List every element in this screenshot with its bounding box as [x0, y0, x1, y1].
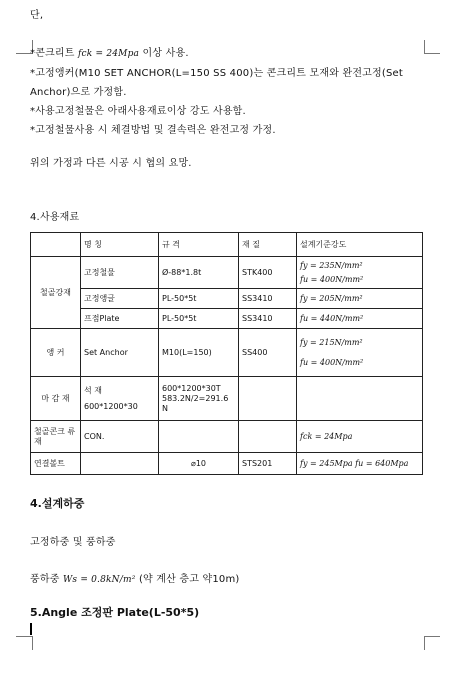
strength-value: fu = 400N/mm² — [300, 357, 364, 367]
finish-type: 석 재 — [84, 385, 102, 395]
table-cell: SS3410 — [239, 289, 297, 309]
text-line: 단, — [30, 10, 44, 21]
wind-formula: Ws = 0.8kN/m² — [62, 575, 136, 585]
table-cell — [31, 233, 81, 257]
table-cell: 앵 커 — [31, 329, 81, 377]
text-line — [30, 570, 240, 585]
strength-value: fu = 440N/mm² — [300, 313, 364, 323]
table-cell: CON. — [81, 421, 159, 453]
section-title: 4.설계하중 — [30, 497, 85, 510]
table-cell: STK400 — [239, 257, 297, 289]
table-header-cell: 명 칭 — [81, 233, 159, 257]
finish-size: 600*1200*30 — [84, 401, 138, 411]
strength-value: fy = 245Mpa fu = 640Mpa — [300, 458, 409, 468]
crop-mark-bl-v — [32, 636, 33, 650]
table-cell — [297, 289, 423, 309]
strength-value: fu = 400N/mm² — [300, 274, 364, 284]
table-cell: 고정철물 — [81, 257, 159, 289]
table-header-row — [31, 233, 423, 257]
text-line: Anchor)으로 가정함. — [30, 87, 127, 98]
strength-value: fy = 205N/mm² — [300, 293, 363, 303]
table-cell — [297, 421, 423, 453]
table-row — [31, 421, 423, 453]
table-row — [31, 377, 423, 421]
table-cell: Ø-88*1.8t — [159, 257, 239, 289]
crop-mark-tr-h — [424, 53, 440, 54]
strength-value: fy = 235N/mm² — [300, 260, 363, 270]
table-cell: 600*1200*30T 583.2N/2=291.6 N — [159, 377, 239, 421]
text-line: 위의 가정과 다른 시공 시 협의 요망. — [30, 158, 192, 169]
section-title: 4.사용재료 — [30, 212, 80, 223]
table-cell — [297, 309, 423, 329]
crop-mark-tr-v — [424, 40, 425, 54]
crop-mark-br-h — [424, 636, 440, 637]
table-cell — [81, 377, 159, 421]
strength-value: fy = 215N/mm² — [300, 337, 363, 347]
table-row — [31, 257, 423, 289]
table-cell: 프점Plate — [81, 309, 159, 329]
table-cell — [239, 421, 297, 453]
text-span: 풍하중 — [30, 574, 60, 585]
table-header-cell: 규 격 — [159, 233, 239, 257]
fck-formula: fck = 24Mpa — [78, 49, 140, 59]
table-row — [31, 329, 423, 377]
table-cell: SS400 — [239, 329, 297, 377]
table-cell: M10(L=150) — [159, 329, 239, 377]
text-span: (약 계산 층고 약10m) — [138, 574, 240, 585]
table-cell — [297, 329, 423, 377]
table-cell — [239, 377, 297, 421]
table-cell: SS3410 — [239, 309, 297, 329]
table-cell: 연결볼트 — [31, 453, 81, 475]
text-line: *고정철물사용 시 체결방법 및 결속력은 완전고정 가정. — [30, 125, 276, 136]
table-header-cell: 설계기준강도 — [297, 233, 423, 257]
table-cell: STS201 — [239, 453, 297, 475]
table-cell: 철골강재 — [31, 257, 81, 329]
crop-mark-br-v — [424, 636, 425, 650]
materials-table — [30, 232, 423, 475]
text-line: *고정앵커(M10 SET ANCHOR(L=150 SS 400)는 콘크리트 모재와 완전고정(Set — [30, 68, 404, 79]
text-cursor — [30, 623, 32, 635]
crop-mark-bl-h — [16, 636, 32, 637]
text-line: *사용고정철물은 아래사용재료이상 강도 사용함. — [30, 106, 246, 117]
text-span: 이상 사용. — [142, 48, 189, 59]
table-row — [31, 309, 423, 329]
strength-value: fck = 24Mpa — [300, 431, 353, 441]
section-title: 5.Angle 조정판 Plate(L-50*5) — [30, 606, 200, 619]
table-cell: 철골콘크 류 재 — [31, 421, 81, 453]
table-cell — [297, 453, 423, 475]
table-cell — [159, 421, 239, 453]
table-cell: 고정앵글 — [81, 289, 159, 309]
text-line: 고정하중 및 풍하중 — [30, 537, 116, 548]
text-line — [30, 44, 189, 59]
table-cell: Set Anchor — [81, 329, 159, 377]
table-cell — [297, 377, 423, 421]
table-cell: PL-50*5t — [159, 309, 239, 329]
table-cell — [297, 257, 423, 289]
table-cell — [81, 453, 159, 475]
table-cell: PL-50*5t — [159, 289, 239, 309]
text-span: *콘크리트 — [30, 48, 75, 59]
table-cell: ⌀10 — [159, 453, 239, 475]
table-cell: 마 감 재 — [31, 377, 81, 421]
table-header-cell: 재 질 — [239, 233, 297, 257]
table-row — [31, 453, 423, 475]
table-row — [31, 289, 423, 309]
